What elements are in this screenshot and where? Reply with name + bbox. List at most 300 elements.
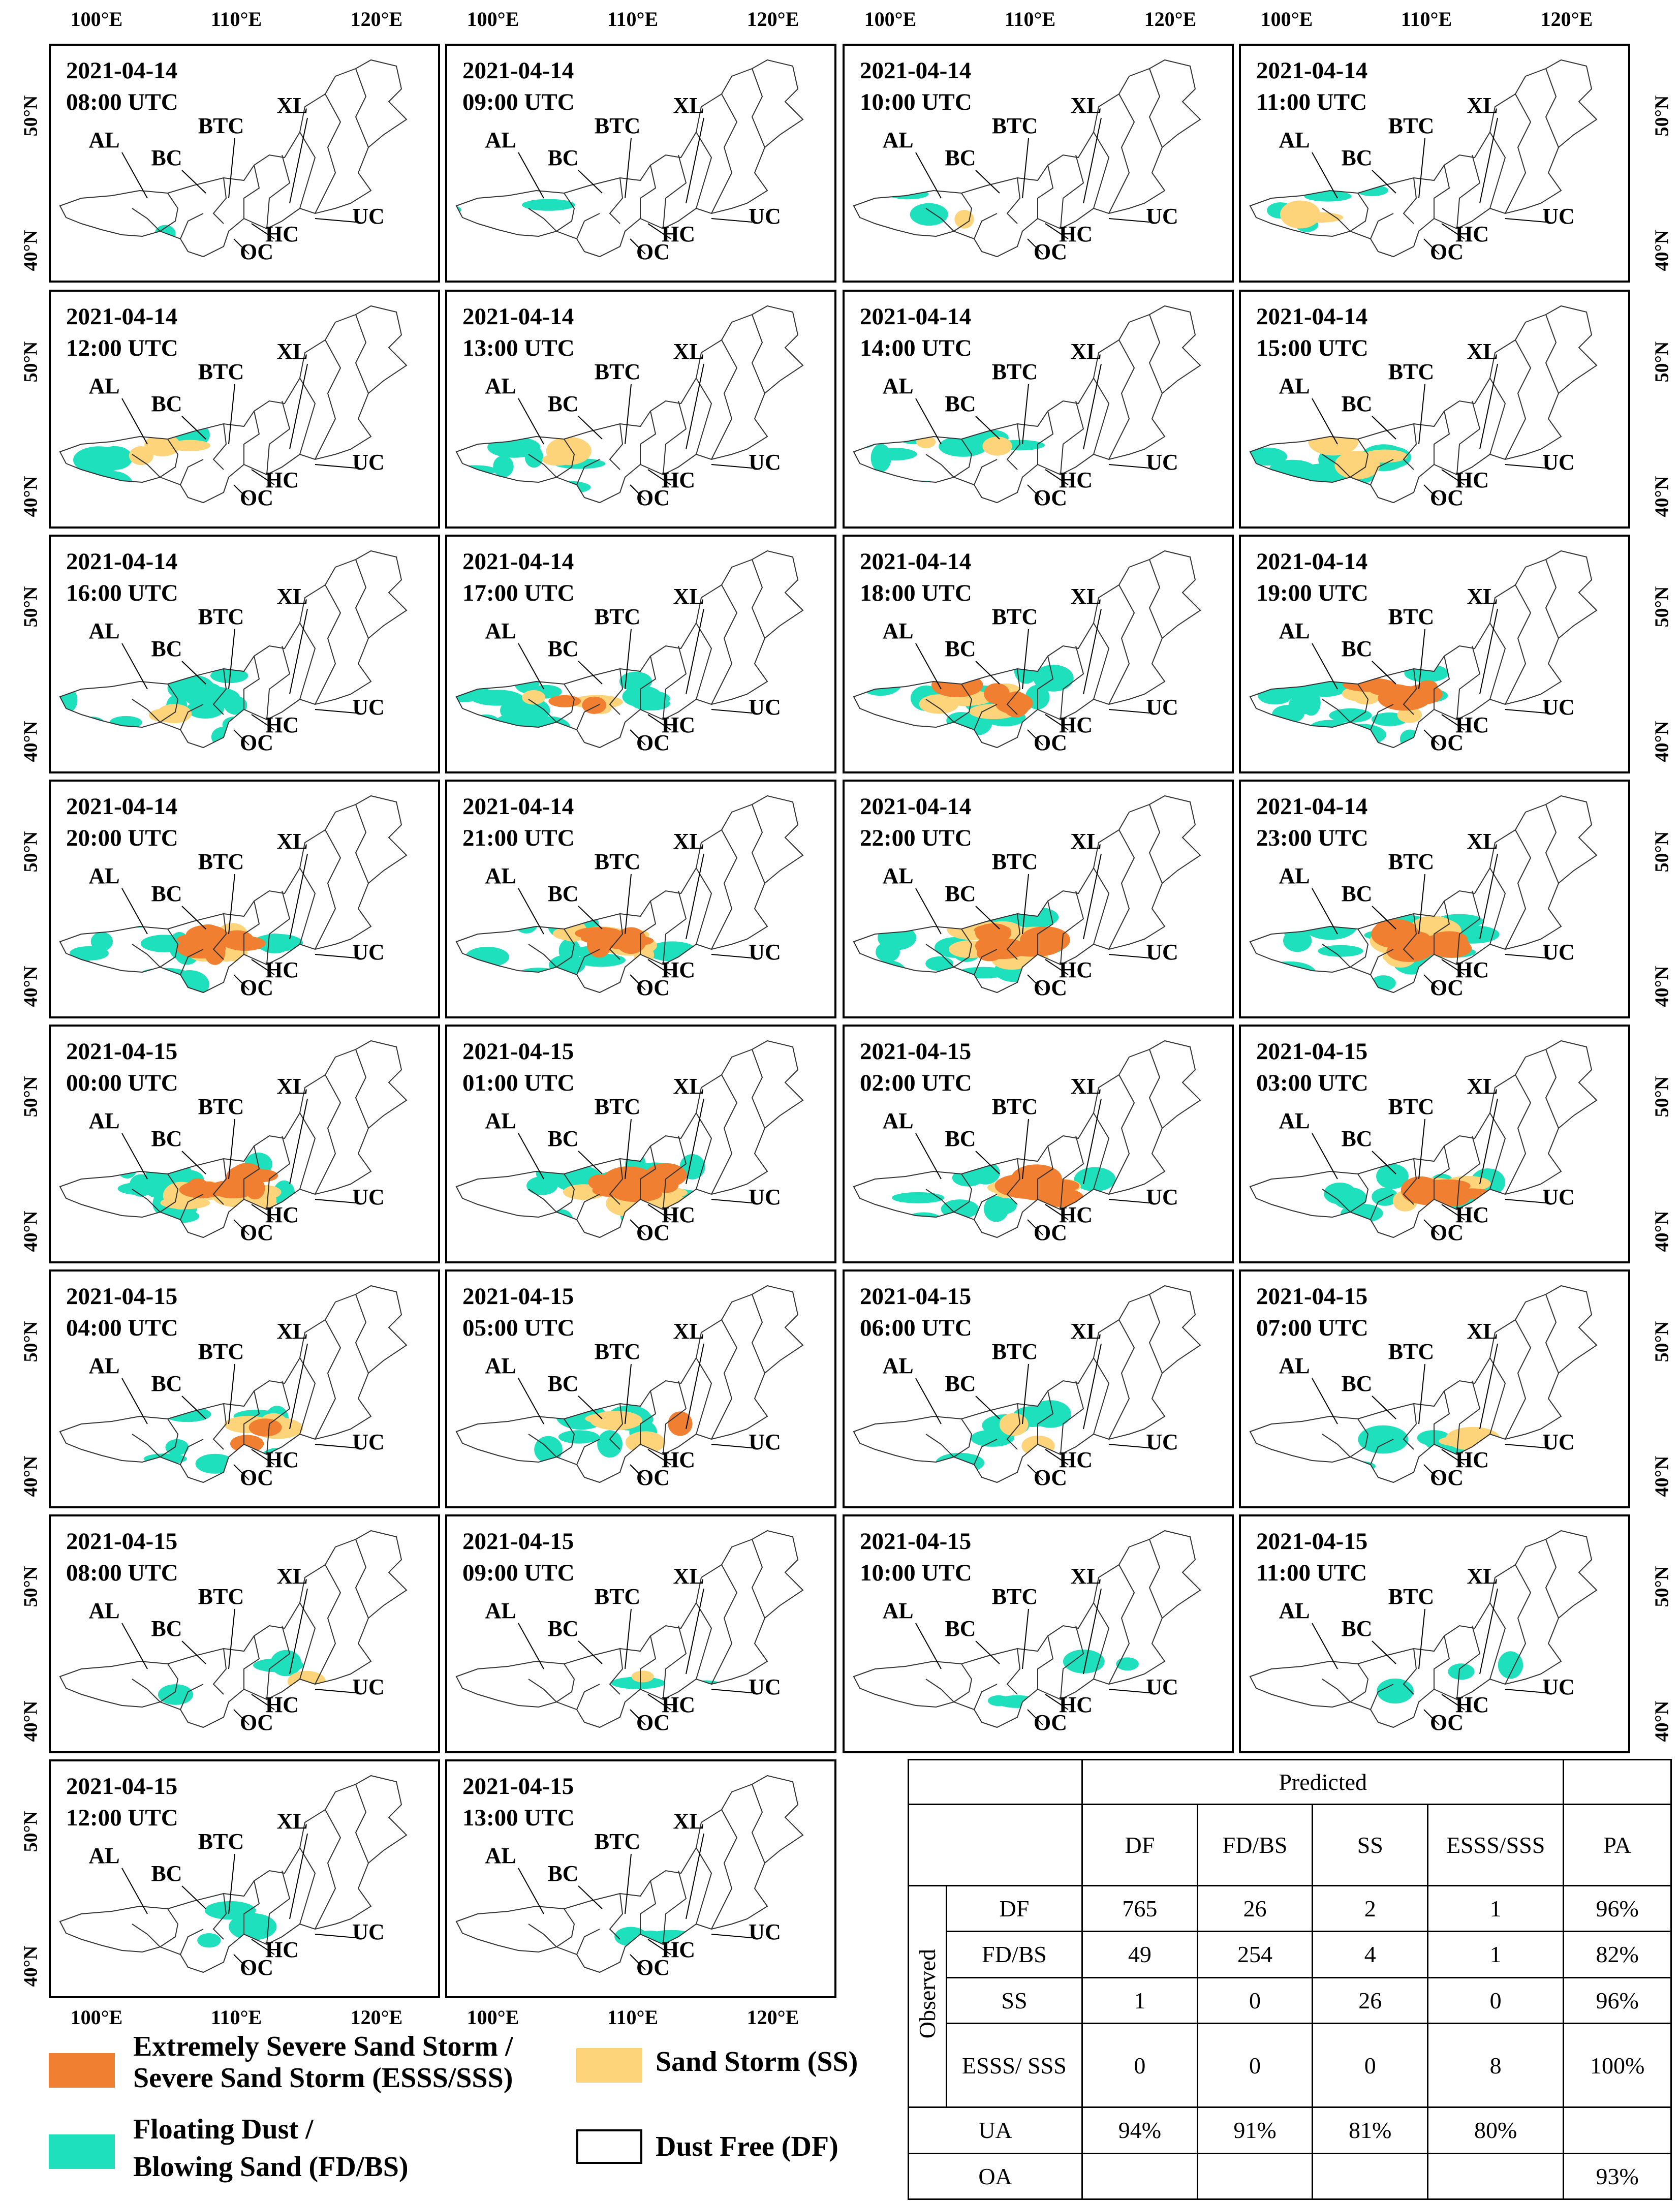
region-label: UC — [1542, 940, 1575, 965]
region-label: UC — [352, 940, 385, 965]
region-boundary — [926, 1434, 954, 1457]
region-label: XL — [1467, 339, 1498, 364]
region-boundary — [577, 213, 600, 239]
region-label: BTC — [594, 1829, 641, 1854]
region-label: HC — [662, 222, 695, 246]
x-tick-label: 110°E — [607, 2006, 659, 2029]
region-label: XL — [673, 1809, 704, 1834]
panel-time: 09:00 UTC — [462, 89, 575, 115]
region-label: HC — [1059, 957, 1093, 982]
region-label: UC — [352, 204, 385, 229]
dust-patch — [470, 715, 502, 737]
panel-time: 03:00 UTC — [1256, 1070, 1368, 1096]
region-boundary — [315, 830, 340, 949]
region-boundary — [132, 208, 160, 231]
region-label: HC — [1455, 222, 1489, 246]
x-tick-label: 110°E — [607, 8, 659, 30]
panel-date: 2021-04-14 — [66, 793, 178, 820]
label-arrow — [315, 219, 356, 222]
dust-patch — [1253, 726, 1290, 740]
region-boundary — [752, 1784, 765, 1863]
label-arrow — [182, 1641, 206, 1664]
y-tick-label: 50°N — [20, 586, 42, 628]
region-label: BC — [547, 145, 579, 170]
map-panel — [49, 290, 440, 529]
region-label: HC — [662, 1447, 695, 1472]
dust-patch — [464, 672, 490, 687]
region-boundary — [213, 1649, 226, 1694]
y-tick-label: 40°N — [1651, 1700, 1673, 1742]
panel-date: 2021-04-14 — [462, 303, 574, 330]
dust-patch — [105, 423, 138, 439]
panel-timestamp — [860, 1281, 972, 1344]
region-boundary — [1371, 213, 1393, 239]
label-arrow — [1109, 1689, 1149, 1693]
region-boundary — [356, 1049, 368, 1128]
region-label: BC — [151, 1616, 182, 1641]
region-label: BC — [945, 636, 976, 661]
legend-label-fdbs-line2: Blowing Sand (FD/BS) — [133, 2151, 409, 2183]
panel-date: 2021-04-15 — [462, 1773, 574, 1800]
region-label: BC — [945, 1126, 976, 1151]
dust-patch — [888, 189, 929, 199]
label-arrow — [1109, 464, 1149, 468]
region-boundary — [1546, 1294, 1559, 1373]
region-label: HC — [1059, 712, 1093, 737]
region-label: HC — [265, 712, 299, 737]
region-boundary — [528, 1679, 556, 1702]
map-panel — [843, 535, 1234, 773]
x-tick-label: 120°E — [350, 2006, 403, 2029]
region-label: UC — [749, 450, 781, 475]
dust-patch — [845, 225, 887, 247]
map-panel — [1239, 1269, 1630, 1508]
region-boundary — [1149, 804, 1162, 883]
region-label: AL — [88, 128, 120, 152]
region-label: OC — [240, 485, 273, 510]
cm-cell: 0 — [1082, 2023, 1198, 2107]
label-arrow — [625, 1854, 631, 1914]
label-arrow — [625, 1609, 631, 1669]
dust-patch — [452, 465, 496, 475]
label-arrow — [229, 1609, 235, 1669]
dust-patch — [170, 970, 209, 999]
dust-patch — [626, 1431, 665, 1453]
region-boundary — [132, 1924, 160, 1947]
region-label: HC — [1455, 1202, 1489, 1227]
region-label: XL — [673, 1319, 704, 1344]
label-arrow — [1505, 219, 1546, 222]
x-tick-label: 100°E — [466, 8, 519, 30]
dust-patch — [853, 726, 906, 752]
y-tick-label: 50°N — [1651, 831, 1673, 873]
x-tick-label: 120°E — [1144, 8, 1197, 30]
region-label: AL — [882, 374, 914, 398]
region-label: UC — [1542, 450, 1575, 475]
region-label: XL — [1070, 339, 1102, 364]
region-boundary — [974, 459, 997, 485]
label-arrow — [1505, 709, 1546, 713]
cm-empty — [1082, 2153, 1198, 2199]
cm-corner — [909, 1760, 1082, 1805]
region-label: UC — [749, 1430, 781, 1454]
panel-date: 2021-04-15 — [860, 1038, 972, 1065]
panel-timestamp — [860, 546, 972, 609]
dust-patch — [974, 924, 1011, 936]
region-boundary — [160, 1909, 178, 1947]
map-panel — [1239, 44, 1630, 283]
label-arrow — [315, 954, 356, 958]
region-boundary — [752, 560, 765, 638]
panel-date: 2021-04-15 — [66, 1283, 178, 1310]
panel-timestamp — [1256, 791, 1368, 854]
region-label: HC — [662, 957, 695, 982]
region-label: UC — [1146, 1675, 1178, 1699]
region-label: OC — [636, 1220, 670, 1245]
region-label: HC — [1059, 468, 1093, 492]
region-boundary — [1038, 411, 1053, 464]
dust-patch — [97, 446, 133, 470]
region-label: OC — [636, 485, 670, 510]
dust-patch — [1376, 930, 1429, 943]
region-boundary — [213, 178, 226, 224]
region-label: BTC — [991, 604, 1038, 629]
dust-patch — [249, 1418, 282, 1436]
region-label: AL — [1279, 374, 1310, 398]
region-boundary — [356, 1294, 368, 1373]
panel-timestamp — [860, 55, 972, 118]
label-arrow — [182, 170, 206, 193]
cm-col-header: PA — [1564, 1805, 1671, 1886]
label-arrow — [1419, 1609, 1425, 1669]
dust-patch — [1484, 1449, 1532, 1465]
map-panel — [49, 780, 440, 1018]
cm-predicted-header: Predicted — [1082, 1760, 1564, 1805]
region-label: XL — [1467, 584, 1498, 609]
region-label: XL — [276, 1319, 308, 1344]
region-label: AL — [88, 1353, 120, 1378]
panel-timestamp — [66, 301, 178, 364]
dust-patch — [590, 1411, 642, 1430]
dust-patch — [892, 1192, 945, 1203]
y-tick-label: 50°N — [1651, 95, 1673, 137]
region-boundary — [1434, 411, 1449, 464]
dust-patch — [542, 454, 573, 466]
panel-timestamp — [462, 1526, 575, 1589]
dust-patch — [988, 1695, 1009, 1706]
dust-patch — [197, 1933, 221, 1947]
panel-time: 15:00 UTC — [1256, 335, 1368, 361]
region-label: HC — [265, 1692, 299, 1717]
region-label: BC — [945, 145, 976, 170]
region-label: AL — [485, 128, 516, 152]
label-arrow — [315, 464, 356, 468]
region-label: OC — [1034, 1710, 1067, 1735]
dust-patch — [605, 939, 637, 949]
y-tick-label: 50°N — [20, 95, 42, 137]
region-label: UC — [1542, 695, 1575, 720]
label-arrow — [1419, 1119, 1425, 1179]
map-panel — [49, 1514, 440, 1753]
region-label: BC — [547, 1126, 579, 1151]
legend-swatch-fdbs — [49, 2134, 115, 2169]
region-boundary — [1505, 830, 1531, 949]
dust-patch — [1356, 184, 1388, 196]
region-boundary — [1434, 1636, 1449, 1689]
region-label: OC — [240, 239, 273, 264]
x-tick-label: 110°E — [210, 2006, 262, 2029]
region-label: OC — [1034, 485, 1067, 510]
panel-timestamp — [462, 1281, 575, 1344]
region-label: AL — [485, 1353, 516, 1378]
region-label: OC — [1430, 730, 1464, 755]
region-label: XL — [276, 829, 308, 854]
panel-date: 2021-04-14 — [462, 548, 574, 575]
region-label: HC — [662, 468, 695, 492]
y-tick-label: 40°N — [1651, 721, 1673, 762]
map-panel — [49, 535, 440, 773]
region-boundary — [1149, 560, 1162, 638]
cm-cell: 4 — [1313, 1932, 1428, 1977]
panel-time: 10:00 UTC — [860, 1560, 972, 1586]
region-label: XL — [673, 1074, 704, 1099]
region-label: HC — [1059, 222, 1093, 246]
region-label: OC — [1034, 1220, 1067, 1245]
region-label: AL — [1279, 1353, 1310, 1378]
region-label: XL — [276, 93, 308, 118]
panel-timestamp — [1256, 1526, 1367, 1589]
region-label: BC — [151, 1371, 182, 1396]
region-boundary — [752, 1294, 765, 1373]
label-arrow — [711, 464, 752, 468]
cm-pa-cell: 100% — [1564, 2023, 1671, 2107]
panel-date: 2021-04-14 — [462, 793, 574, 820]
region-label: BC — [547, 881, 579, 906]
dust-patch — [872, 448, 917, 460]
region-boundary — [1505, 1075, 1531, 1194]
region-label: BTC — [594, 849, 641, 874]
dust-patch — [958, 967, 1009, 979]
panel-date: 2021-04-15 — [860, 1283, 972, 1310]
region-boundary — [213, 424, 226, 470]
cm-empty — [1313, 2153, 1428, 2199]
dust-patch — [515, 968, 562, 985]
label-arrow — [1505, 1444, 1546, 1448]
region-label: BTC — [1388, 849, 1435, 874]
panel-timestamp — [1256, 1281, 1368, 1344]
label-arrow — [1372, 1396, 1396, 1419]
dust-patch — [984, 1196, 1009, 1222]
panel-time: 09:00 UTC — [462, 1560, 575, 1586]
region-boundary — [356, 1784, 368, 1863]
dust-patch — [1371, 975, 1396, 991]
region-label: XL — [1467, 1319, 1498, 1344]
region-label: UC — [749, 1919, 781, 1944]
dust-patch — [982, 437, 1012, 456]
region-boundary — [640, 165, 656, 219]
region-label: OC — [240, 1955, 273, 1980]
region-boundary — [1007, 1649, 1020, 1694]
cm-cell: 0 — [1197, 2023, 1313, 2107]
label-arrow — [1109, 1199, 1149, 1203]
panel-time: 21:00 UTC — [462, 825, 575, 851]
region-boundary — [610, 424, 623, 470]
panel-timestamp — [66, 1036, 178, 1099]
region-label: BTC — [991, 359, 1038, 384]
dust-patch — [597, 1430, 623, 1458]
region-label: BTC — [1388, 113, 1435, 138]
dust-patch — [1301, 690, 1321, 716]
panel-timestamp — [66, 1281, 178, 1344]
panel-time: 17:00 UTC — [462, 580, 575, 606]
dust-patch — [1303, 912, 1357, 940]
label-arrow — [1372, 416, 1396, 439]
label-arrow — [1505, 954, 1546, 958]
label-arrow — [711, 1444, 752, 1448]
region-label: HC — [265, 468, 299, 492]
region-label: HC — [1455, 1692, 1489, 1717]
panel-timestamp — [462, 1771, 575, 1834]
y-tick-label: 50°N — [20, 341, 42, 383]
dust-patch — [541, 481, 591, 494]
region-label: BC — [547, 636, 579, 661]
region-label: AL — [1279, 1108, 1310, 1133]
region-label: HC — [265, 957, 299, 982]
region-label: BTC — [198, 1829, 244, 1854]
region-boundary — [1322, 1679, 1350, 1702]
region-label: OC — [240, 1220, 273, 1245]
label-arrow — [1109, 219, 1149, 222]
region-boundary — [954, 1664, 972, 1702]
region-boundary — [711, 585, 737, 704]
region-boundary — [1149, 1049, 1162, 1128]
region-label: OC — [1034, 730, 1067, 755]
region-boundary — [556, 1909, 574, 1947]
cm-empty — [909, 1805, 1082, 1886]
region-boundary — [556, 1664, 574, 1702]
region-label: BTC — [198, 849, 244, 874]
panel-date: 2021-04-15 — [462, 1038, 574, 1065]
panel-date: 2021-04-14 — [66, 57, 178, 84]
legend-label-essss-line1: Extremely Severe Sand Storm / — [133, 2031, 513, 2062]
region-label: XL — [673, 339, 704, 364]
panel-date: 2021-04-15 — [66, 1528, 178, 1555]
region-label: BC — [151, 1861, 182, 1886]
panel-time: 04:00 UTC — [66, 1315, 178, 1341]
dust-patch — [612, 1186, 662, 1202]
region-boundary — [244, 656, 259, 709]
label-arrow — [976, 170, 1000, 193]
region-boundary — [356, 69, 368, 147]
region-label: XL — [1070, 1319, 1102, 1344]
cm-cell: 765 — [1082, 1885, 1198, 1931]
region-label: AL — [882, 1598, 914, 1623]
x-tick-label: 100°E — [864, 8, 917, 30]
label-arrow — [578, 1886, 602, 1909]
dust-patch — [939, 436, 987, 457]
region-boundary — [1505, 1320, 1531, 1439]
panel-timestamp — [1256, 1036, 1368, 1099]
region-label: BC — [547, 1616, 579, 1641]
region-boundary — [213, 1404, 226, 1449]
cm-pa-cell: 96% — [1564, 1885, 1671, 1931]
panel-time: 07:00 UTC — [1256, 1315, 1368, 1341]
region-label: HC — [662, 1692, 695, 1717]
dust-patch — [1308, 427, 1358, 456]
map-panel — [843, 1514, 1234, 1753]
region-label: XL — [1467, 829, 1498, 854]
map-panel — [1239, 1025, 1630, 1263]
panel-date: 2021-04-14 — [860, 57, 972, 84]
panel-date: 2021-04-14 — [860, 793, 972, 820]
panel-time: 06:00 UTC — [860, 1315, 972, 1341]
region-label: XL — [673, 584, 704, 609]
region-boundary — [1149, 1294, 1162, 1373]
label-arrow — [1419, 1364, 1425, 1424]
dust-patch — [884, 967, 914, 991]
region-label: BC — [945, 391, 976, 416]
dust-patch — [548, 695, 581, 707]
region-label: BTC — [594, 1584, 641, 1609]
dust-patch — [91, 932, 113, 951]
region-label: BC — [1341, 881, 1373, 906]
panel-timestamp — [1256, 55, 1367, 118]
region-boundary — [180, 213, 203, 239]
x-tick-label: 110°E — [1401, 8, 1452, 30]
cm-ua-cell: 81% — [1313, 2107, 1428, 2153]
dust-patch — [876, 942, 900, 962]
dust-patch — [614, 1927, 647, 1946]
region-boundary — [180, 459, 203, 485]
region-label: BC — [1341, 636, 1373, 661]
label-arrow — [1419, 138, 1425, 198]
cm-cell: 1 — [1082, 1977, 1198, 2023]
region-label: AL — [88, 1108, 120, 1133]
label-arrow — [625, 138, 631, 198]
region-label: BC — [945, 1616, 976, 1641]
y-tick-label: 40°N — [20, 1700, 42, 1742]
region-label: XL — [1467, 1564, 1498, 1589]
dust-patch — [910, 203, 948, 226]
label-arrow — [315, 709, 356, 713]
region-boundary — [315, 1075, 340, 1194]
cm-pa-cell: 82% — [1564, 1932, 1671, 1977]
region-label: AL — [882, 1108, 914, 1133]
region-label: HC — [662, 712, 695, 737]
panel-timestamp — [860, 1526, 972, 1589]
dust-patch — [845, 478, 883, 492]
panel-time: 20:00 UTC — [66, 825, 178, 851]
dust-patch — [230, 1435, 264, 1452]
region-label: BTC — [198, 359, 244, 384]
cm-empty — [1564, 2107, 1671, 2153]
region-label: AL — [485, 374, 516, 398]
region-label: HC — [1059, 1202, 1093, 1227]
label-arrow — [315, 1934, 356, 1938]
region-boundary — [315, 1320, 340, 1439]
region-label: OC — [240, 1710, 273, 1735]
map-panel — [1239, 780, 1630, 1018]
label-arrow — [1372, 1641, 1396, 1664]
panel-time: 08:00 UTC — [66, 89, 178, 115]
dust-patch — [55, 687, 78, 714]
cm-cell: 0 — [1197, 1977, 1313, 2023]
region-boundary — [132, 1679, 160, 1702]
region-label: UC — [352, 1430, 385, 1454]
region-boundary — [711, 1075, 737, 1194]
region-label: UC — [1146, 1430, 1178, 1454]
region-label: AL — [88, 1843, 120, 1868]
